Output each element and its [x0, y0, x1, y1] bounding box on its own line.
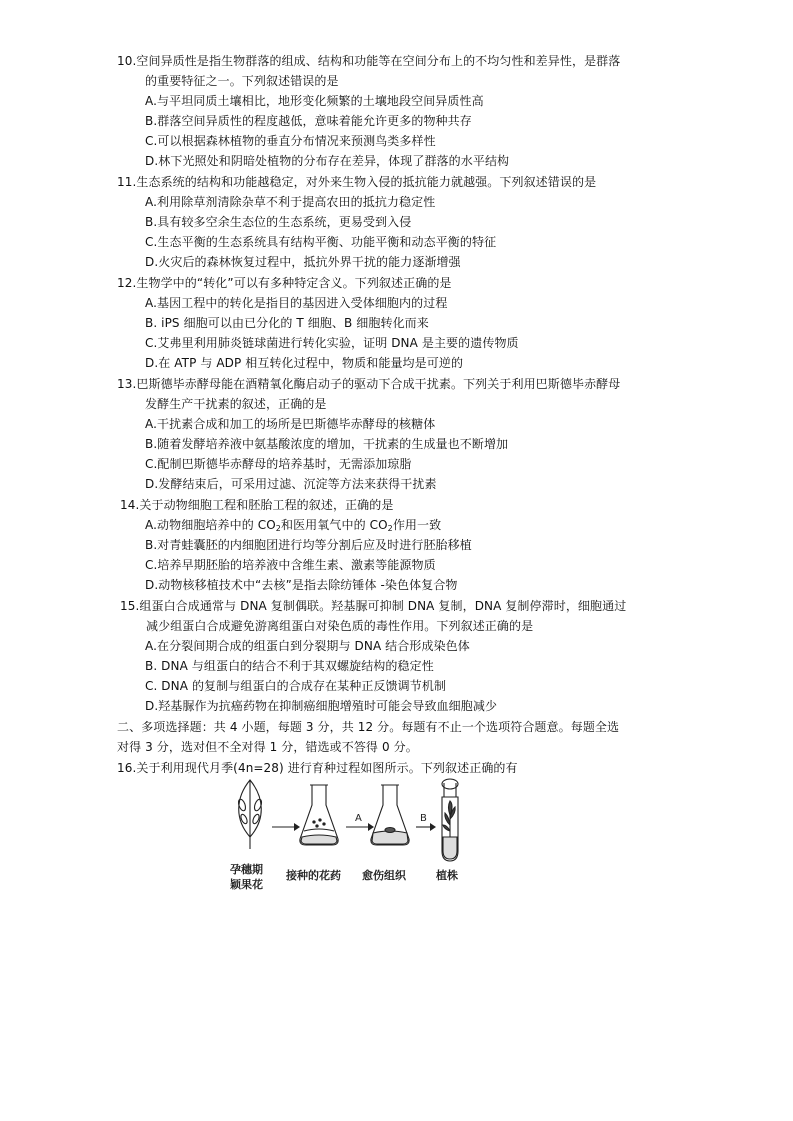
- q15-option-d: D.羟基脲作为抗癌药物在抑制癌细胞增殖时可能会导致血细胞减少: [145, 699, 498, 713]
- flask-callus-icon: [371, 785, 409, 845]
- q10-stem-line2: 的重要特征之一。下列叙述错误的是: [145, 74, 339, 88]
- arrow-a: [346, 823, 374, 831]
- q11-option-d: D.火灾后的森林恢复过程中，抵抗外界干扰的能力逐渐增强: [145, 255, 461, 269]
- figure-label-plant: 植株: [436, 869, 458, 882]
- q10-option-d: D.林下光照处和阴暗处植物的分布存在差异，体现了群落的水平结构: [145, 154, 510, 168]
- subscript-2: 2: [387, 524, 393, 533]
- figure-label-callus: 愈伤组织: [362, 869, 406, 882]
- q14-option-a-part1: A.动物细胞培养中的 CO: [145, 518, 276, 532]
- q11-stem-line1: 11.生态系统的结构和功能越稳定，对外来生物入侵的抵抗能力就越强。下列叙述错误的是: [117, 175, 597, 189]
- q13-option-d: D.发酵结束后，可采用过滤、沉淀等方法来获得干扰素: [145, 477, 437, 491]
- q14-option-a-part3: 作用一致: [392, 518, 442, 532]
- q13-option-a: A.干扰素合成和加工的场所是巴斯德毕赤酵母的核糖体: [145, 417, 436, 431]
- q10-option-a: A.与平坦同质土壤相比，地形变化频繁的土壤地段空间异质性高: [145, 94, 484, 108]
- q15-option-b: B. DNA 与组蛋白的结合不利于其双螺旋结构的稳定性: [145, 659, 434, 673]
- q13-stem-line1: 13.巴斯德毕赤酵母能在酒精氧化酶启动子的驱动下合成干扰素。下列关于利用巴斯德毕赤酵母: [117, 377, 621, 391]
- q10-stem-line1: 10.空间异质性是指生物群落的组成、结构和功能等在空间分布上的不均匀性和差异性，是群落: [117, 54, 621, 68]
- q14-option-c: C.培养早期胚胎的培养液中含维生素、激素等能源物质: [145, 558, 436, 572]
- figure-label-flower-line1: 孕穗期: [230, 863, 263, 876]
- q12-option-d: D.在 ATP 与 ADP 相互转化过程中，物质和能量均是可逆的: [145, 356, 464, 370]
- q11-option-a: A.利用除草剂清除杂草不利于提高农田的抵抗力稳定性: [145, 195, 436, 209]
- arrow-a-label: A: [355, 813, 362, 824]
- q15-option-a: A.在分裂间期合成的组蛋白到分裂期与 DNA 结合形成染色体: [145, 639, 470, 653]
- q10-option-b: B.群落空间异质性的程度越低，意味着能允许更多的物种共存: [145, 114, 472, 128]
- q12-option-a: A.基因工程中的转化是指目的基因进入受体细胞内的过程: [145, 296, 448, 310]
- figure-label-anthers: 接种的花药: [286, 869, 341, 882]
- q12-option-b: B. iPS 细胞可以由已分化的 T 细胞、B 细胞转化而来: [145, 316, 429, 330]
- q13-stem-line2: 发酵生产干扰素的叙述，正确的是: [145, 397, 327, 411]
- q13-option-b: B.随着发酵培养液中氨基酸浓度的增加，干扰素的生成量也不断增加: [145, 437, 509, 451]
- q14-option-d: D.动物核移植技术中“去核”是指去除纺锤体 -染色体复合物: [145, 578, 458, 592]
- subscript-2: 2: [275, 524, 281, 533]
- figure-label-flower-line2: 颖果花: [230, 878, 263, 891]
- q11-option-c: C.生态平衡的生态系统具有结构平衡、功能平衡和动态平衡的特征: [145, 235, 497, 249]
- breeding-process-figure: [228, 775, 498, 897]
- rice-flower-icon: [237, 780, 263, 849]
- q10-option-c: C.可以根据森林植物的垂直分布情况来预测鸟类多样性: [145, 134, 436, 148]
- q13-option-c: C.配制巴斯德毕赤酵母的培养基时，无需添加琼脂: [145, 457, 412, 471]
- test-tube-plant-icon: [442, 779, 458, 861]
- q14-option-b: B.对青蛙囊胚的内细胞团进行均等分割后应及时进行胚胎移植: [145, 538, 472, 552]
- q14-option-a-part2: 和医用氧气中的 CO: [280, 518, 388, 532]
- section2-heading-line1: 二、多项选择题：共 4 小题，每题 3 分，共 12 分。每题有不止一个选项符合题意。每题全选: [117, 720, 620, 734]
- q15-option-c: C. DNA 的复制与组蛋白的合成存在某种正反馈调节机制: [145, 679, 447, 693]
- q15-stem-line2: 减少组蛋白合成避免游离组蛋白对染色质的毒性作用。下列叙述正确的是: [146, 619, 534, 633]
- flask-anthers-icon: [300, 785, 338, 845]
- q15-stem-line1: 15.组蛋白合成通常与 DNA 复制偶联。羟基脲可抑制 DNA 复制，DNA 复制停滞时，细胞通过: [120, 599, 627, 613]
- q14-option-a: [145, 518, 441, 532]
- arrow-b-label: B: [420, 813, 427, 824]
- q16-stem-line1: 16.关于利用现代月季(4n=28) 进行育种过程如图所示。下列叙述正确的有: [117, 761, 518, 775]
- q11-option-b: B.具有较多空余生态位的生态系统，更易受到入侵: [145, 215, 412, 229]
- section2-heading-line2: 对得 3 分，选对但不全对得 1 分，错选或不答得 0 分。: [117, 740, 418, 754]
- arrow-b: [416, 823, 436, 831]
- arrow-1: [272, 823, 300, 831]
- q14-stem-line1: 14.关于动物细胞工程和胚胎工程的叙述，正确的是: [120, 498, 394, 512]
- q12-option-c: C.艾弗里利用肺炎链球菌进行转化实验，证明 DNA 是主要的遗传物质: [145, 336, 519, 350]
- q12-stem-line1: 12.生物学中的“转化”可以有多种特定含义。下列叙述正确的是: [117, 276, 452, 290]
